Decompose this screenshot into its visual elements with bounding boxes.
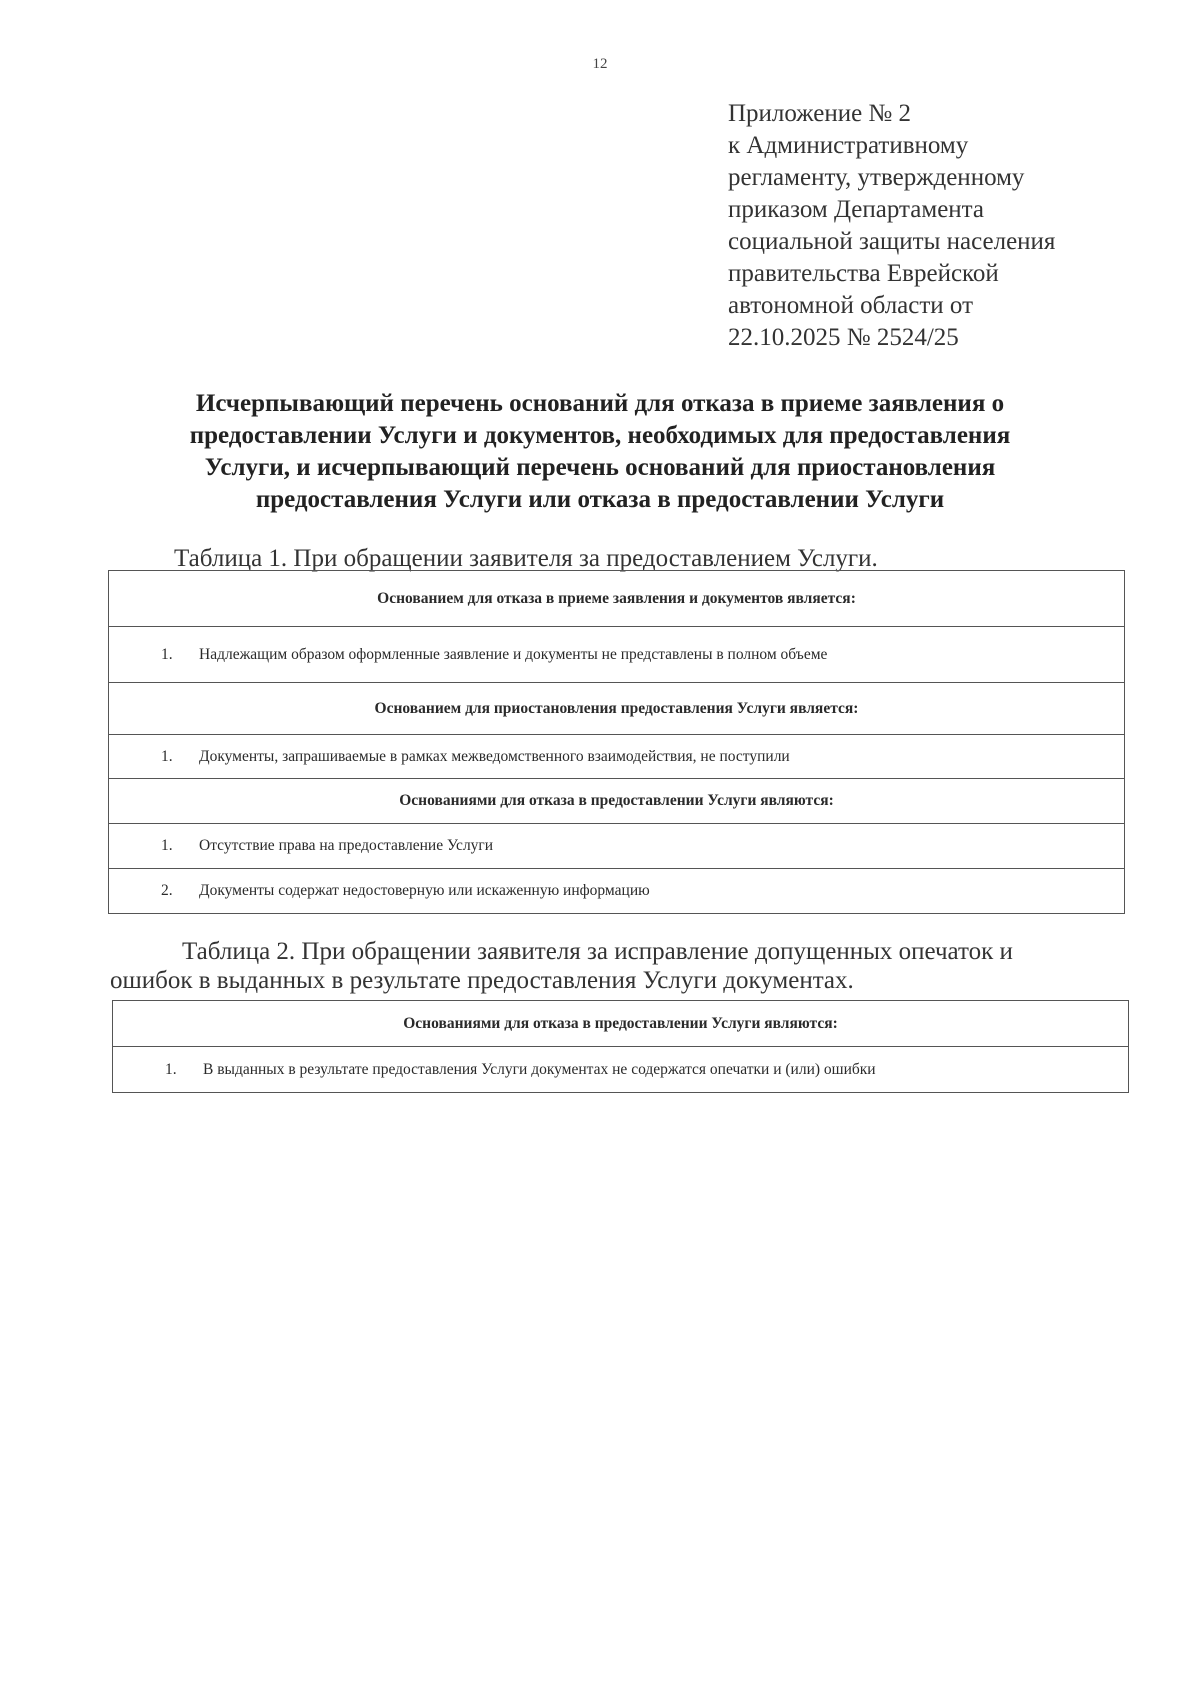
item-cell	[113, 1047, 1129, 1093]
appendix-line: регламенту, утвержденному	[728, 164, 1025, 191]
appendix-block	[728, 98, 1148, 354]
appendix-line: 22.10.2025 № 2524/25	[728, 324, 959, 351]
item-number: 1.	[161, 837, 173, 854]
item-text: Надлежащим образом оформленные заявление и документы не представлены в полном объеме	[199, 645, 828, 663]
section-heading-cell: Основанием для приостановления предоставления Услуги является:	[109, 683, 1125, 735]
table-section-heading	[109, 779, 1125, 824]
table-row	[109, 824, 1125, 869]
item-number: 1.	[161, 645, 173, 663]
table-2-caption-line-1: Таблица 2. При обращении заявителя за исправление допущенных опечаток и	[182, 938, 1013, 965]
appendix-line: правительства Еврейской	[728, 260, 999, 287]
item-text: Документы содержат недостоверную или искаженную информацию	[199, 882, 650, 899]
item-text: В выданных в результате предоставления Услуги документах не содержатся опечатки и (или) ошибки	[203, 1060, 876, 1078]
item-cell	[109, 627, 1125, 683]
section-heading-cell: Основанием для отказа в приеме заявления и документов является:	[109, 571, 1125, 627]
appendix-line: Приложение № 2	[728, 100, 912, 127]
table-1-caption: Таблица 1. При обращении заявителя за предоставлением Услуги.	[174, 545, 878, 572]
section-heading-cell: Основаниями для отказа в предоставлении Услуги являются:	[113, 1001, 1129, 1047]
table-section-heading	[113, 1001, 1129, 1047]
item-number: 1.	[165, 1060, 177, 1078]
table-section-heading	[109, 683, 1125, 735]
table-row	[109, 869, 1125, 914]
section-heading-cell: Основаниями для отказа в предоставлении Услуги являются:	[109, 779, 1125, 824]
page-number: 12	[592, 56, 608, 72]
item-number: 2.	[161, 882, 173, 899]
item-text: Документы, запрашиваемые в рамках межведомственного взаимодействия, не поступили	[199, 747, 790, 765]
table-2	[112, 1000, 1129, 1093]
table-row	[109, 735, 1125, 779]
table-section-heading	[109, 571, 1125, 627]
appendix-line: автономной области от	[728, 292, 974, 319]
table-2-caption-line-2: ошибок в выданных в результате предоставления Услуги документах.	[110, 967, 854, 994]
appendix-line: приказом Департамента	[728, 196, 984, 223]
title-line: Исчерпывающий перечень оснований для отказа в приеме заявления о	[195, 390, 1005, 417]
table-row	[113, 1047, 1129, 1093]
appendix-line: социальной защиты населения	[728, 228, 1056, 255]
item-cell	[109, 735, 1125, 779]
item-cell	[109, 824, 1125, 869]
title-line: предоставления Услуги или отказа в предоставлении Услуги	[255, 486, 945, 513]
title-line: Услуги, и исчерпывающий перечень оснований для приостановления	[204, 454, 996, 481]
item-number: 1.	[161, 747, 173, 765]
table-1	[108, 570, 1125, 914]
table-row	[109, 627, 1125, 683]
item-cell	[109, 869, 1125, 914]
document-title	[100, 388, 1100, 516]
appendix-line: к Административному	[728, 132, 969, 159]
item-text: Отсутствие права на предоставление Услуги	[199, 837, 494, 854]
title-line: предоставлении Услуги и документов, необходимых для предоставления	[189, 422, 1011, 449]
